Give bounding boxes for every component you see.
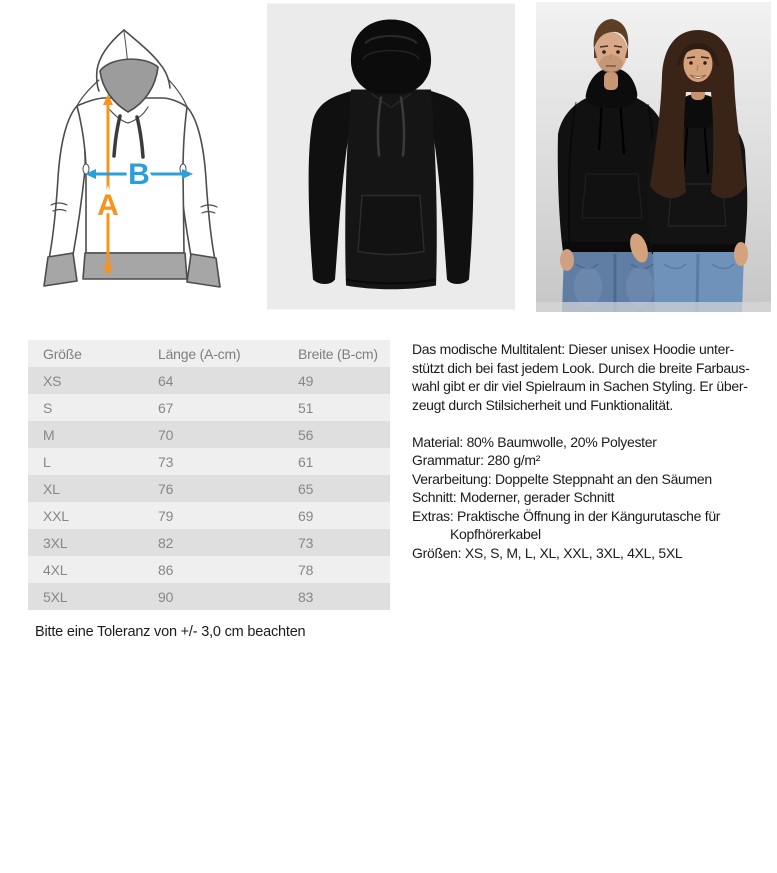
size-row-5xl: 5XL 90 83	[28, 583, 390, 610]
description-line: zeugt durch Stilsicherheit und Funktionalität.	[412, 396, 673, 413]
header-width: Breite (B-cm)	[283, 340, 390, 367]
width-label: B	[128, 158, 150, 191]
couple-wearing-hoodies-photo	[536, 2, 771, 312]
size-row-s: S 67 51	[28, 394, 390, 421]
size-row-m: M 70 56	[28, 421, 390, 448]
length-label: A	[97, 189, 119, 222]
spec-line-verarbeitung: Verarbeitung: Doppelte Steppnaht an den Säumen	[412, 470, 712, 487]
kangaroo-pocket	[358, 196, 424, 255]
size-row-l: L 73 61	[28, 448, 390, 475]
spec-line-schnitt: Schnitt: Moderner, gerader Schnitt	[412, 489, 615, 505]
size-diagram-image	[20, 10, 250, 310]
description-line: Das modische Multitalent: Dieser unisex Hoodie unter-	[412, 341, 734, 357]
tolerance-note: Bitte eine Toleranz von +/- 3,0 cm beachten	[35, 624, 306, 640]
spec-line-grammatur: Grammatur: 280 g/m²	[412, 452, 541, 468]
hood	[351, 20, 431, 94]
size-row-xs: XS 64 49	[28, 367, 390, 394]
header-size: Größe	[28, 340, 143, 367]
size-row-xxl: XXL 79 69	[28, 502, 390, 529]
black-hoodie-front-photo	[267, 3, 515, 310]
description-line: stützt dich bei fast jedem Look. Durch die breite Farbaus-	[412, 359, 750, 376]
description-line: wahl gibt er dir viel Spielraum in Sachen Styling. Er über-	[412, 378, 748, 394]
header-length: Länge (A-cm)	[143, 340, 283, 367]
spec-line-material: Material: 80% Baumwolle, 20% Polyester	[412, 433, 657, 450]
spec-line-extras: Extras: Praktische Öffnung in der Kängurutasche für	[412, 507, 721, 524]
left-cuff	[44, 253, 77, 286]
size-chart-table	[28, 340, 390, 610]
hoodie-measurement-diagram	[20, 10, 250, 310]
size-row-4xl: 4XL 86 78	[28, 556, 390, 583]
product-photo-image	[267, 3, 515, 310]
models-photo-image	[536, 2, 771, 312]
size-row-3xl: 3XL 82 73	[28, 529, 390, 556]
spec-line-extras-wrap: Kopfhörerkabel	[450, 526, 541, 542]
hem-band	[83, 253, 187, 279]
paragraph-gap	[412, 414, 774, 433]
spec-line-groessen: Größen: XS, S, M, L, XL, XXL, 3XL, 4XL, 5XL	[412, 544, 683, 561]
product-description	[412, 340, 774, 562]
size-chart-header-row	[28, 340, 390, 367]
right-cuff	[187, 254, 220, 287]
size-row-xl: XL 76 65	[28, 475, 390, 502]
